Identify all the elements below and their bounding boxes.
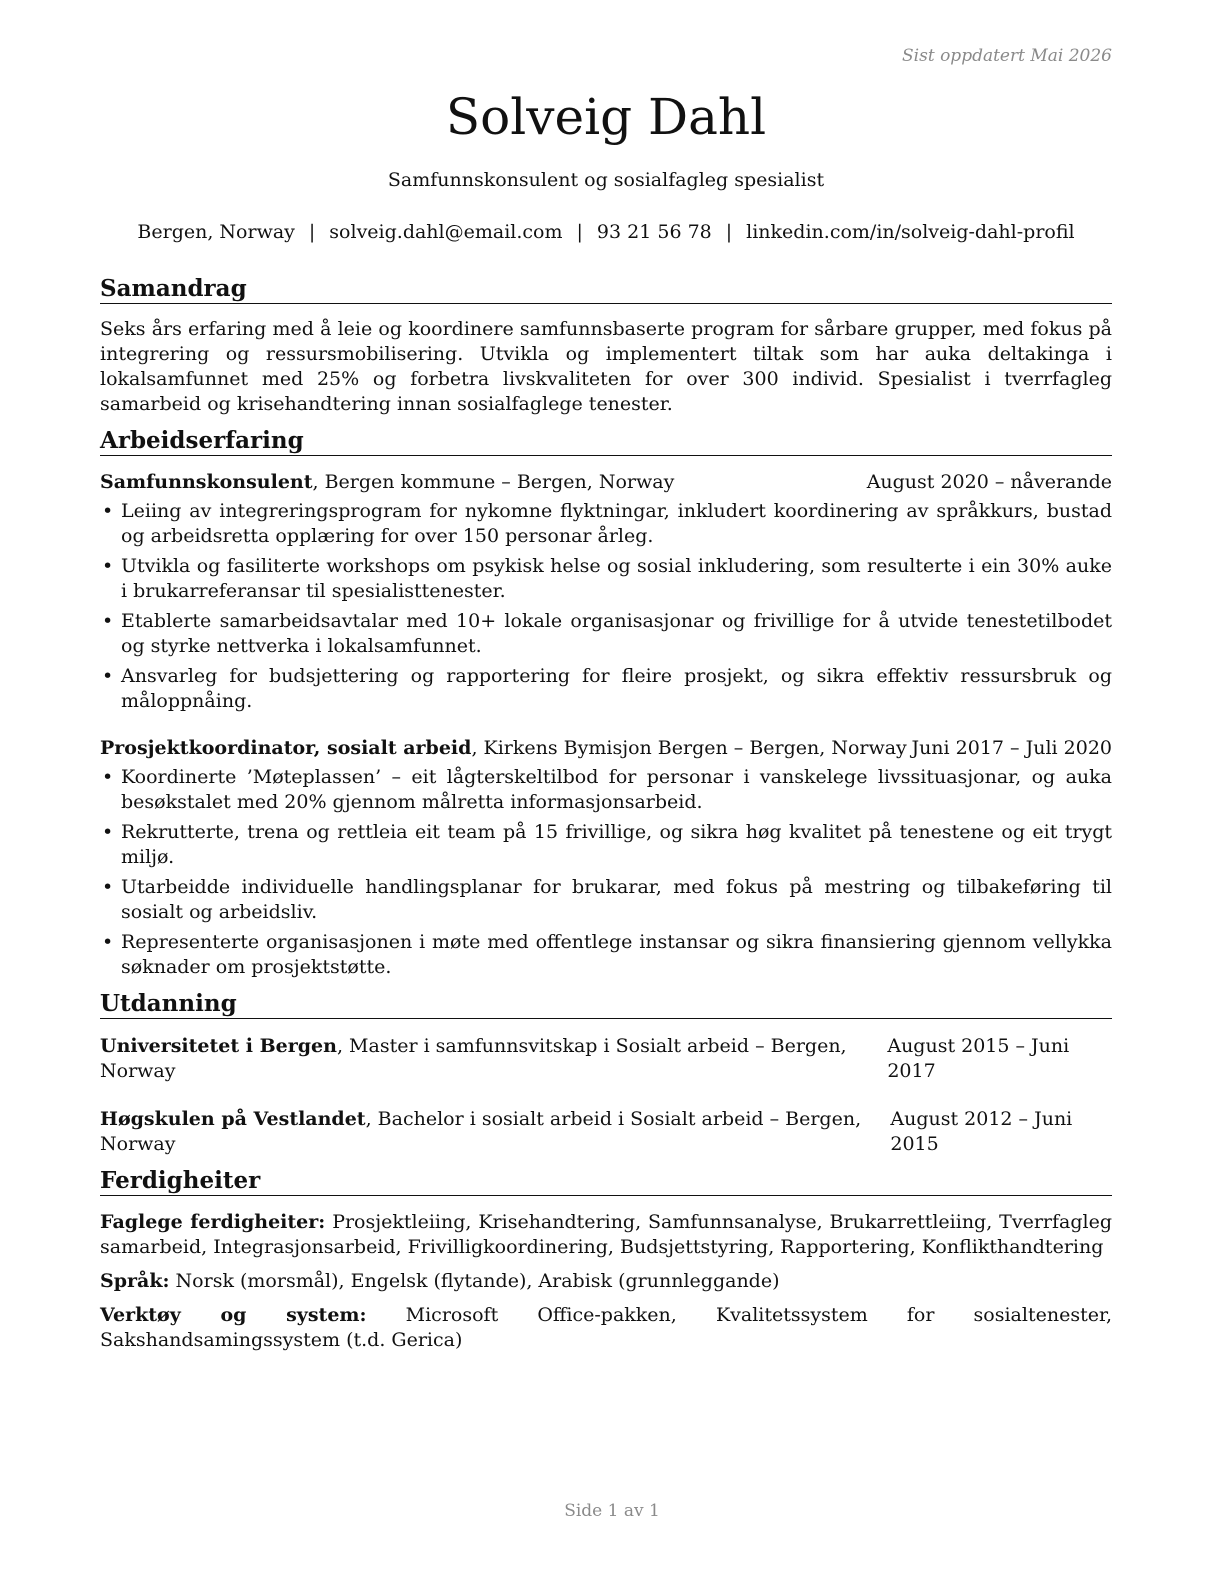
skill-group-text: Norsk (morsmål), Engelsk (flytande), Arabisk (grunnleggande) (169, 1270, 780, 1292)
contact-location: Bergen, Norway (137, 221, 295, 243)
contact-linkedin[interactable]: linkedin.com/in/solveig-dahl-profil (746, 221, 1075, 243)
skill-group (100, 1210, 1112, 1260)
education-title-line (100, 1107, 890, 1157)
job-role: Prosjektkoordinator, sosialt arbeid (100, 737, 472, 759)
education-detail: , Bachelor i sosialt arbeid i Sosialt arbeid – Bergen, Norway (100, 1108, 862, 1155)
skill-group (100, 1269, 1112, 1294)
job-header (100, 470, 1112, 495)
job-dates: August 2020 – nåverande (866, 471, 1112, 493)
education-entry (100, 1034, 1112, 1084)
education-heading: Utdanning (100, 990, 1112, 1019)
skill-group (100, 1303, 1112, 1353)
job-bullet: • Rekrutterte, trena og rettleia eit team på 15 frivillige, og sikra høg kvalitet på tenestene og eit trygt miljø. (100, 820, 1112, 870)
skill-group-text: Microsoft Office-pakken, Kvalitetssystem for sosialtenester, Sakshandsamingssystem (t.d. Gerica) (100, 1304, 1112, 1351)
job-entry (100, 470, 1112, 714)
skill-group-label: Språk: (100, 1270, 170, 1292)
job-bullet: • Representerte organisasjonen i møte med offentlege instansar og sikra finansiering gjennom vellykka søknader om prosjektstøtte. (100, 930, 1112, 980)
skill-group-label: Verktøy og system: (100, 1304, 367, 1326)
page-number: Side 1 av 1 (564, 1501, 660, 1521)
education-school: Høgskulen på Vestlandet (100, 1108, 366, 1130)
contact-phone[interactable]: 93 21 56 78 (596, 221, 712, 243)
experience-heading: Arbeidserfaring (100, 427, 1112, 456)
job-title-line (100, 470, 674, 495)
skills-heading: Ferdigheiter (100, 1167, 1112, 1196)
job-bullet: • Etablerte samarbeidsavtalar med 10+ lokale organisasjonar og frivillige for å utvide tenestetilbodet og styrke nettverka i lokalsamfunnet. (100, 609, 1112, 659)
contact-separator: | (308, 221, 316, 243)
job-bullets (100, 765, 1112, 980)
skill-group-text: Prosjektleiing, Krisehandtering, Samfunnsanalyse, Brukarrettleiing, Tverrfagleg samarbeid, Integrasjonsarbeid, Frivilligkoordinering, Budsjettstyring, Rapportering, Konflikthandtering (100, 1211, 1112, 1258)
summary-text: Seks års erfaring med å leie og koordinere samfunnsbaserte program for sårbare grupper, med fokus på integrering og ressursmobilisering. Utvikla og implementert tiltak som har auka deltakinga i lokalsamfunnet med 25% og forbetra livskvaliteten for over 300 individ. Spesialist i tverrfagleg samarbeid og krisehandtering innan sosialfaglege tenester. (100, 318, 1112, 415)
job-title-line (100, 736, 907, 761)
job-bullet: • Leiing av integreringsprogram for nykomne flyktningar, inkludert koordinering av språkkurs, bustad og arbeidsretta opplæring for over 150 personar årleg. (100, 499, 1112, 549)
education-dates: August 2015 – Juni 2017 (887, 1035, 1070, 1082)
candidate-tagline: Samfunnskonsulent og sosialfagleg spesialist (387, 169, 825, 191)
job-dates: Juni 2017 – Juli 2020 (911, 737, 1112, 759)
job-bullet: • Utvikla og fasiliterte workshops om psykisk helse og sosial inkludering, som resulterte i ein 30% auke i brukarreferansar til spesialisttenester. (100, 554, 1112, 604)
contact-separator: | (725, 221, 733, 243)
contact-line (100, 220, 1112, 245)
contact-email[interactable]: solveig.dahl@email.com (329, 221, 563, 243)
education-title-line (100, 1034, 887, 1084)
job-bullet: • Koordinerte ’Møteplassen’ – eit lågterskeltilbod for personar i vanskelege livssituasjonar, og auka besøkstalet med 20% gjennom målretta informasjonsarbeid. (100, 765, 1112, 815)
job-bullet: • Utarbeidde individuelle handlingsplanar for brukarar, med fokus på mestring og tilbakeføring til sosialt og arbeidsliv. (100, 875, 1112, 925)
candidate-name: Solveig Dahl (445, 88, 767, 146)
education-school: Universitetet i Bergen (100, 1035, 337, 1057)
contact-separator: | (576, 221, 583, 243)
education-detail: , Master i samfunnsvitskap i Sosialt arbeid – Bergen, Norway (100, 1035, 847, 1082)
education-entry (100, 1107, 1112, 1157)
job-org: , Kirkens Bymisjon Bergen – Bergen, Norway (471, 737, 907, 759)
job-header (100, 736, 1112, 761)
job-bullets (100, 499, 1112, 714)
job-entry (100, 736, 1112, 980)
summary-heading: Samandrag (100, 275, 1112, 304)
last-updated: Sist oppdatert Mai 2026 (902, 46, 1112, 66)
education-dates: August 2012 – Juni 2015 (890, 1108, 1073, 1155)
skill-group-label: Faglege ferdigheiter: (100, 1211, 326, 1233)
job-bullet: • Ansvarleg for budsjettering og rapportering for fleire prosjekt, og sikra effektiv ressursbruk og måloppnåing. (100, 664, 1112, 714)
skills-list (100, 1210, 1112, 1353)
job-org: , Bergen kommune – Bergen, Norway (312, 471, 675, 493)
job-role: Samfunnskonsulent (100, 471, 313, 493)
